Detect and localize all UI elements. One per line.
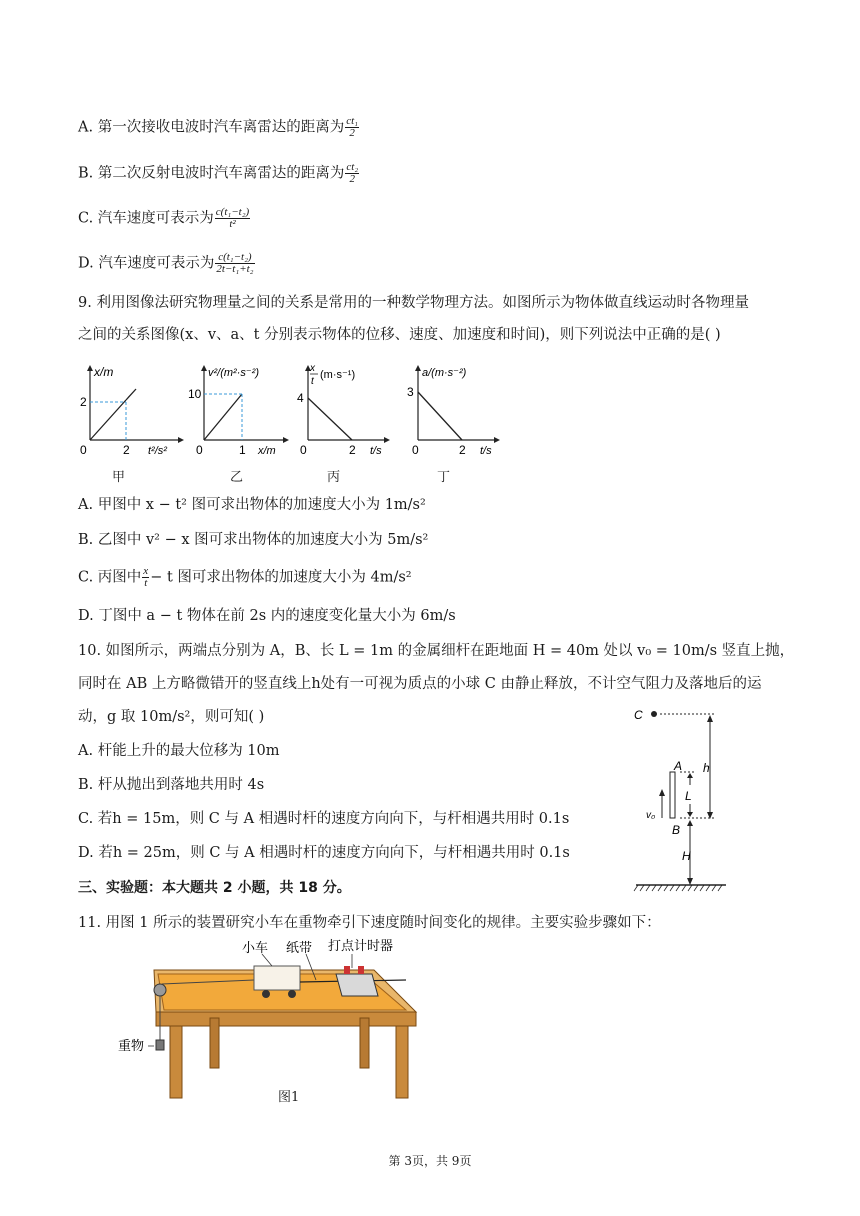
graph-ding-caption: 丁 [437,470,451,485]
q8-option-a: A. 第一次接收电波时汽车离雷达的距离为 $\frac{\text{ct₁}}{2}$ [78,115,358,139]
graph-ding-ylabel: a/(m·s⁻²) [422,367,467,379]
q11-figure-caption: 图1 [278,1090,300,1105]
graph-ding [406,362,516,462]
graph-bing-xval: 2 [349,443,356,457]
q10-stem-line3: 动，g 取 10m/s²，则可知( ) [78,709,265,725]
q8-option-c: C. 汽车速度可表示为 $\frac{\text{c(t₁−t₂)}}{\text{t²}}$ [78,206,250,230]
graph-bing-ylabel: (m·s⁻¹) [320,369,356,381]
q9-stem-line2: 之间的关系图像(x、v、a、t 分别表示物体的位移、速度、加速度和时间)，则下列说法中正确的是( ) [78,327,721,343]
q10-option-c: C. 若h = 15m，则 C 与 A 相遇时杆的速度方向向下，与杆相遇共用时 0.1s [78,811,570,827]
section-3-heading: 三、实验题：本大题共 2 小题，共 18 分。 [78,880,351,896]
q11-label-tape: 纸带 [286,940,313,955]
graph-bing-ylabel-num: x [310,363,315,374]
q9-option-d: D. 丁图中 a − t 物体在前 2s 内的速度变化量大小为 6m/s [78,608,456,624]
q8-option-b: B. 第二次反射电波时汽车离雷达的距离为 $\frac{\text{ct₂}}{2}$ [78,161,359,185]
q10-label-v0: v₀ [646,810,656,821]
q10-label-bigh: H [682,849,691,863]
q10-stem-line2: 同时在 AB 上方略微错开的竖直线上h处有一可视为质点的小球 C 由静止释放，不计空气阻力及落地后的运 [78,676,762,692]
graph-ding-xlabel: t/s [480,445,492,457]
q9-option-b: B. 乙图中 v² − x 图可求出物体的加速度大小为 5m/s² [78,532,429,548]
q11-label-car: 小车 [242,940,269,955]
q10-figure [630,700,740,895]
graph-bing-xlabel: t/s [370,445,382,457]
graph-jia-yval: 2 [80,395,87,409]
graph-yi-ylabel: v²/(m²·s⁻²) [208,367,260,379]
graph-yi-yval: 10 [188,387,202,401]
graph-ding-yval: 3 [407,385,414,399]
graph-bing-ylabel-den: t [311,376,314,387]
graph-ding-xval: 2 [459,443,466,457]
graph-bing-caption: 丙 [327,470,341,485]
graph-yi-origin: 0 [196,443,203,457]
graph-jia-ylabel: x/m [94,365,114,379]
graph-yi-xlabel: x/m [258,445,276,457]
graph-jia-caption: 甲 [112,470,126,485]
q10-label-l: L [685,789,692,803]
q9-stem-line1: 9. 利用图像法研究物理量之间的关系是常用的一种数学物理方法。如图所示为物体做直线运动时各物理量 [78,295,749,311]
q10-label-h: h [703,761,710,775]
q11-label-weight: 重物 [118,1038,145,1053]
graph-jia [78,362,188,462]
q10-label-b: B [672,823,681,837]
graph-bing [296,362,406,462]
q9-option-c: C. 丙图中 $\frac{x}{t}$ − t 图可求出物体的加速度大小为 4m/s² [78,565,412,589]
q10-option-b: B. 杆从抛出到落地共用时 4s [78,777,265,793]
graph-bing-yval: 4 [297,391,304,405]
q11-label-timer: 打点计时器 [328,938,394,953]
q11-figure [114,936,424,1106]
graph-yi-caption: 乙 [230,470,244,485]
graph-yi-xval: 1 [239,443,246,457]
q11-stem: 11. 用图 1 所示的装置研究小车在重物牵引下速度随时间变化的规律。主要实验步骤如下： [78,915,661,931]
q10-label-c: C [634,708,643,722]
q10-stem-line1: 10. 如图所示，两端点分别为 A，B、长 L = 1m 的金属细杆在距地面 H = 40m 处以 v₀ = 10m/s 竖直上抛， [78,643,795,659]
q9-option-a: A. 甲图中 x − t² 图可求出物体的加速度大小为 1m/s² [78,497,426,513]
graph-ding-origin: 0 [412,443,419,457]
graph-jia-xval: 2 [123,443,130,457]
graph-bing-origin: 0 [300,443,307,457]
q10-label-a: A [674,759,683,773]
graph-jia-origin: 0 [80,443,87,457]
graph-yi [188,362,298,462]
graph-jia-xlabel: t²/s² [148,445,167,457]
q10-option-d: D. 若h = 25m，则 C 与 A 相遇时杆的速度方向向下，与杆相遇共用时 0.1s [78,845,570,861]
q8-option-d: D. 汽车速度可表示为 $\frac{\text{c(t₁−t₂)}}{\text{2t−t₁+t₂}}$ [78,251,254,275]
q10-option-a: A. 杆能上升的最大位移为 10m [78,743,280,759]
page-footer: 第 3页，共 9页 [388,1154,472,1168]
